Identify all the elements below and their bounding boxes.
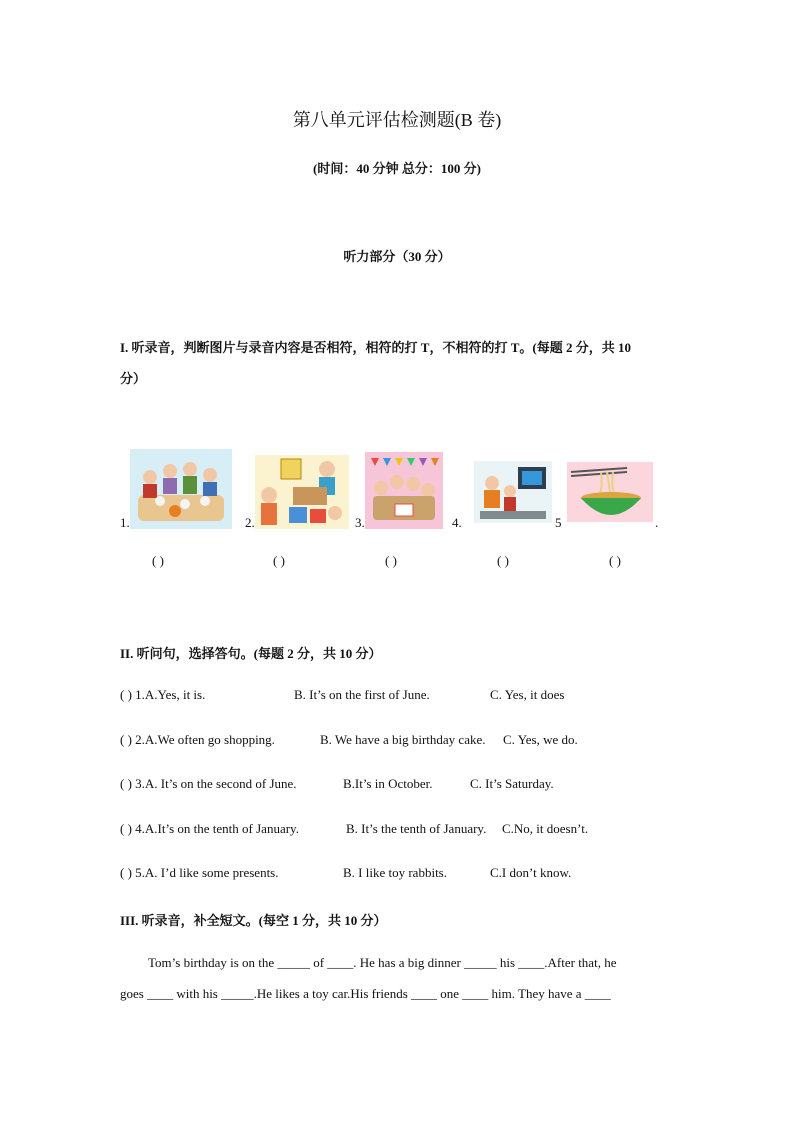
question-2-option-a: ( ) 2.A.We often go shopping.: [120, 732, 275, 747]
picture-children-computer: [474, 461, 552, 523]
question-2-option-b: B. We have a big birthday cake.: [320, 732, 486, 747]
picture-number-2: 2.: [245, 515, 255, 530]
cloze-line-1: Tom’s birthday is on the _____ of ____. He has a big dinner _____ his ____.After that, he: [148, 955, 617, 970]
question-3-option-a: ( ) 3.A. It’s on the second of June.: [120, 776, 297, 791]
cloze-line-2: goes ____ with his _____.He likes a toy car.His friends ____ one ____ him. They have a ____: [120, 986, 611, 1001]
picture-number-4: 4.: [452, 515, 462, 530]
question-1-option-c: C. Yes, it does: [490, 687, 565, 702]
section3-heading: III. 听录音，补全短文。(每空 1 分，共 10 分）: [120, 913, 387, 928]
picture-noodles: [567, 462, 653, 522]
answer-blank-4[interactable]: ( ): [497, 553, 509, 568]
picture-family-dinner: [130, 449, 232, 529]
question-4-option-a: ( ) 4.A.It’s on the tenth of January.: [120, 821, 299, 836]
answer-blank-3[interactable]: ( ): [385, 553, 397, 568]
trailing-dot: .: [655, 515, 659, 530]
question-5-option-a: ( ) 5.A. I’d like some presents.: [120, 865, 279, 880]
picture-number-3: 3.: [355, 515, 365, 530]
picture-birthday-presents: [255, 455, 349, 529]
section1-heading-line1: I. 听录音，判断图片与录音内容是否相符，相符的打 T，不相符的打 T。(每题 2 分，共 10: [120, 340, 631, 355]
question-4-option-c: C.No, it doesn’t.: [502, 821, 589, 836]
answer-blank-2[interactable]: ( ): [273, 553, 285, 568]
section1-heading-line2: 分）: [120, 371, 147, 386]
question-2-option-c: C. Yes, we do.: [503, 732, 578, 747]
question-1-option-b: B. It’s on the first of June.: [294, 687, 430, 702]
page-title: 第八单元评估检测题(B 卷): [292, 110, 502, 130]
section2-heading: II. 听问句，选择答句。(每题 2 分，共 10 分）: [120, 646, 382, 661]
question-5-option-c: C.I don’t know.: [490, 865, 572, 880]
picture-number-5: 5: [555, 515, 562, 530]
answer-blank-1[interactable]: ( ): [152, 553, 164, 568]
listening-part-heading: 听力部分（30 分）: [343, 249, 451, 264]
question-3-option-c: C. It’s Saturday.: [470, 776, 554, 791]
question-4-option-b: B. It’s the tenth of January.: [346, 821, 487, 836]
picture-birthday-party: [365, 452, 443, 529]
question-5-option-b: B. I like toy rabbits.: [343, 865, 447, 880]
picture-number-1: 1.: [120, 515, 130, 530]
question-3-option-b: B.It’s in October.: [343, 776, 433, 791]
exam-info: (时间：40 分钟 总分：100 分): [313, 161, 481, 176]
answer-blank-5[interactable]: ( ): [609, 553, 621, 568]
question-1-option-a: ( ) 1.A.Yes, it is.: [120, 687, 206, 702]
